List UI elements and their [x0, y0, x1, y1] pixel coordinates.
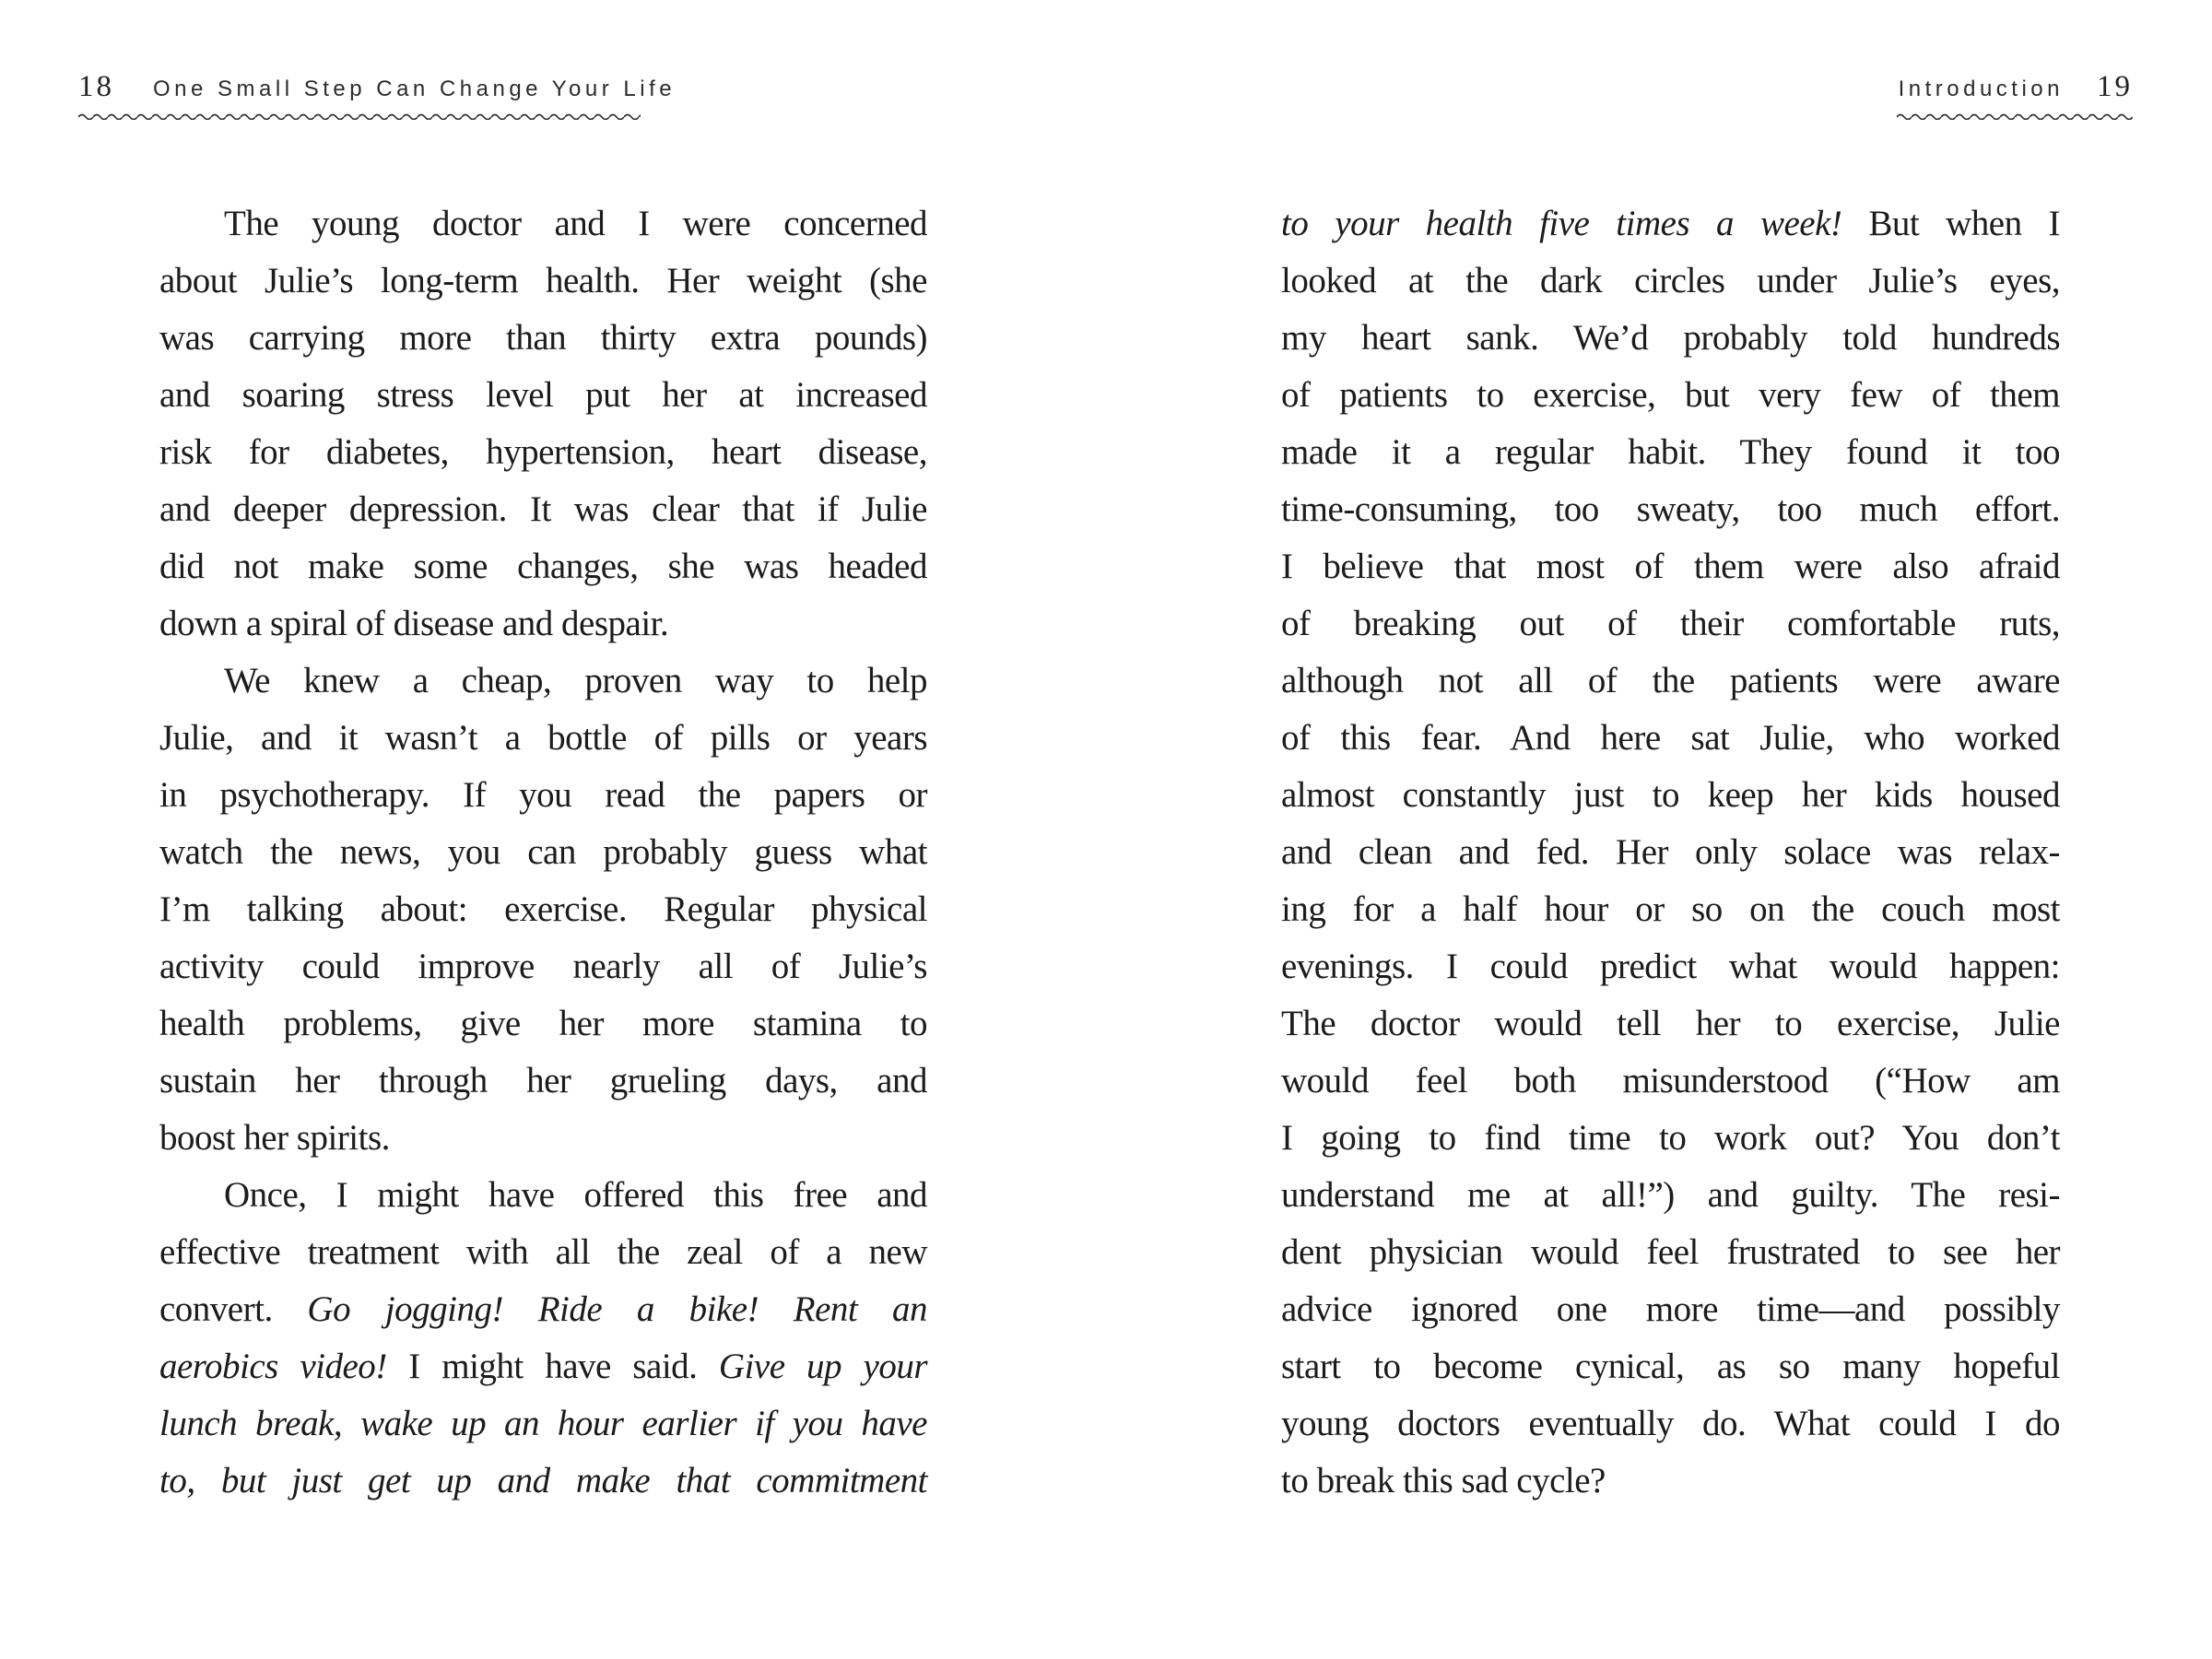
text-line: of this fear. And here sat Julie, who worked — [1281, 718, 2060, 758]
text-line: Julie, and it wasn’t a bottle of pills or years — [159, 718, 927, 758]
text-line: down a spiral of disease and despair. — [159, 604, 669, 643]
text-line: boost her spirits. — [159, 1118, 390, 1158]
text-line: advice ignored one more time—and possibly — [1281, 1289, 2060, 1329]
text-line: activity could improve nearly all of Julie’s — [159, 947, 927, 986]
text-line: to your health five times a week! But when I — [1281, 204, 2060, 243]
text-line: about Julie’s long-term health. Her weight (she — [159, 261, 927, 300]
text-line: health problems, give her more stamina to — [159, 1004, 927, 1043]
text-line: and clean and fed. Her only solace was relax- — [1281, 832, 2060, 872]
text-line: and deeper depression. It was clear that if Julie — [159, 489, 927, 529]
left-page-number: 18 — [78, 70, 114, 103]
right-running-header: Introduction — [1898, 76, 2064, 101]
text-line: evenings. I could predict what would happen: — [1281, 947, 2060, 986]
text-line: sustain her through her grueling days, and — [159, 1061, 927, 1100]
text-line: lunch break, wake up an hour earlier if you have — [159, 1404, 927, 1443]
text-line: ing for a half hour or so on the couch most — [1281, 889, 2060, 929]
text-line: The young doctor and I were concerned — [224, 204, 927, 243]
text-line: I’m talking about: exercise. Regular physical — [159, 889, 927, 929]
text-line: although not all of the patients were aware — [1281, 661, 2060, 700]
left-page-body — [159, 195, 927, 1510]
text-line: Once, I might have offered this free and — [224, 1175, 927, 1215]
text-line: I believe that most of them were also afraid — [1281, 547, 2060, 586]
right-page-header — [1897, 70, 2133, 120]
text-line: convert. Go jogging! Ride a bike! Rent an — [159, 1289, 927, 1329]
text-line: my heart sank. We’d probably told hundreds — [1281, 318, 2060, 358]
text-line: dent physician would feel frustrated to see her — [1281, 1232, 2060, 1272]
text-line: We knew a cheap, proven way to help — [224, 661, 927, 700]
text-line: of patients to exercise, but very few of them — [1281, 375, 2060, 415]
text-line: would feel both misunderstood (“How am — [1281, 1061, 2060, 1100]
text-line: of breaking out of their comfortable ruts, — [1281, 604, 2060, 643]
left-header-row — [78, 70, 677, 104]
text-line: did not make some changes, she was headed — [159, 547, 927, 586]
text-line: effective treatment with all the zeal of a new — [159, 1232, 927, 1272]
text-line: made it a regular habit. They found it too — [1281, 432, 2060, 472]
text-line: The doctor would tell her to exercise, Julie — [1281, 1004, 2060, 1043]
text-line: I going to find time to work out? You don’t — [1281, 1118, 2060, 1158]
left-page-header — [78, 70, 677, 120]
right-page-body — [1281, 195, 2060, 1510]
text-line: almost constantly just to keep her kids housed — [1281, 775, 2060, 815]
wavy-underline-icon — [1897, 111, 2133, 120]
text-line: looked at the dark circles under Julie’s eyes, — [1281, 261, 2060, 300]
wavy-underline-icon — [78, 111, 641, 120]
right-header-row — [1897, 70, 2133, 104]
text-line: understand me at all!”) and guilty. The resi- — [1281, 1175, 2060, 1215]
text-line: start to become cynical, as so many hopeful — [1281, 1347, 2060, 1386]
text-line: risk for diabetes, hypertension, heart disease, — [159, 432, 927, 472]
left-running-header: One Small Step Can Change Your Life — [153, 76, 677, 101]
text-line: to break this sad cycle? — [1281, 1461, 1606, 1500]
text-line: in psychotherapy. If you read the papers or — [159, 775, 927, 815]
text-line: to, but just get up and make that commitment — [159, 1461, 927, 1500]
text-line: was carrying more than thirty extra pounds) — [159, 318, 927, 358]
right-page-number: 19 — [2097, 70, 2133, 103]
text-line: watch the news, you can probably guess what — [159, 832, 927, 872]
text-line: aerobics video! I might have said. Give up your — [159, 1347, 928, 1386]
text-line: and soaring stress level put her at increased — [159, 375, 927, 415]
text-line: young doctors eventually do. What could I do — [1281, 1404, 2060, 1443]
text-line: time-consuming, too sweaty, too much effort. — [1281, 489, 2060, 529]
